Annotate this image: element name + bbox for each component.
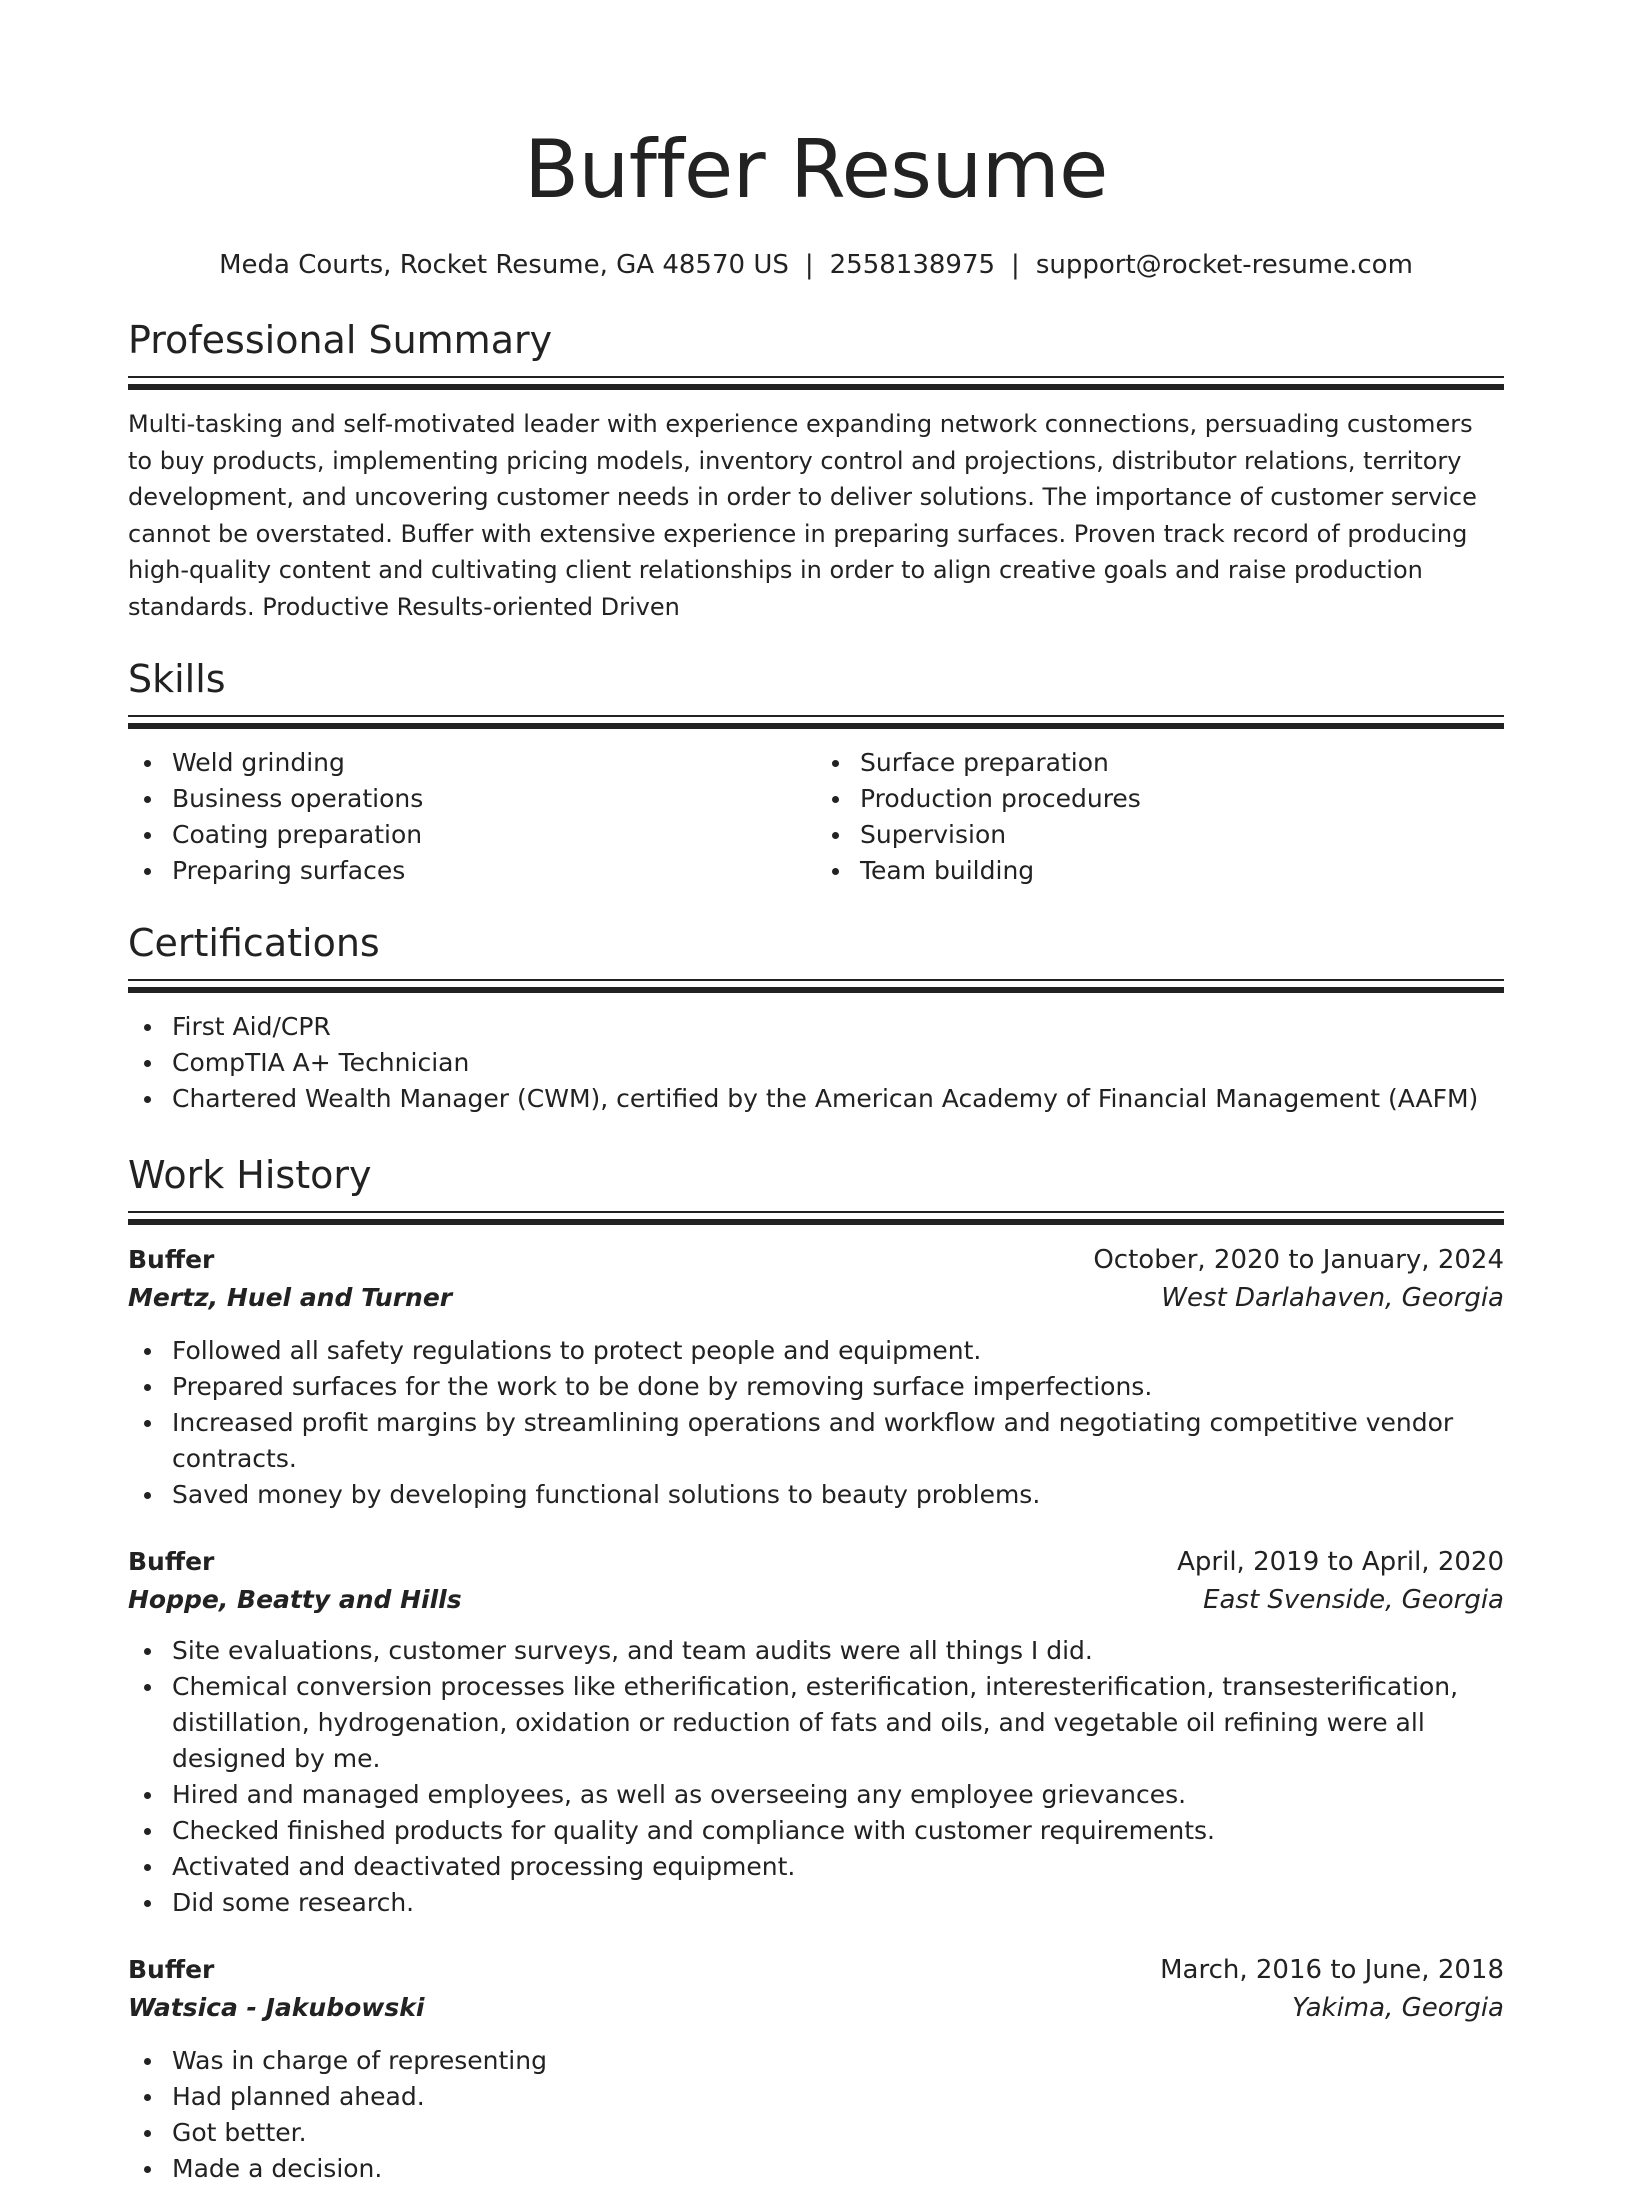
certification-item: CompTIA A+ Technician (172, 1045, 1504, 1081)
job-title: Buffer (128, 1955, 215, 1984)
section-divider (128, 376, 1504, 388)
resume-name: Buffer Resume (524, 123, 1108, 216)
skill-item: Surface preparation (860, 745, 1504, 781)
job-dates: March, 2016 to June, 2018 (1160, 1955, 1504, 1985)
summary-section (128, 316, 1504, 625)
skills-list-left (128, 745, 816, 889)
job-header-row (128, 1241, 1504, 1279)
contact-address: Meda Courts, Rocket Resume, GA 48570 US (219, 250, 789, 280)
job-company: Mertz, Huel and Turner (128, 1283, 453, 1312)
job-title: Buffer (128, 1245, 215, 1274)
job-location: East Svenside, Georgia (1203, 1585, 1504, 1615)
contact-line (128, 248, 1504, 282)
job-bullet: Had planned ahead. (172, 2079, 1504, 2115)
skill-item: Weld grinding (172, 745, 816, 781)
section-title-certifications: Certifications (128, 921, 380, 965)
section-title-skills: Skills (128, 657, 226, 701)
job-bullets (128, 2043, 1504, 2187)
job-bullet: Site evaluations, customer surveys, and team audits were all things I did. (172, 1633, 1504, 1669)
job-bullet: Hired and managed employees, as well as overseeing any employee grievances. (172, 1777, 1504, 1813)
skill-item: Supervision (860, 817, 1504, 853)
contact-phone: 2558138975 (829, 250, 996, 280)
section-title-work-history: Work History (128, 1153, 372, 1197)
skills-columns (128, 745, 1504, 889)
section-divider (128, 1211, 1504, 1223)
job-title: Buffer (128, 1547, 215, 1576)
job-bullet: Increased profit margins by streamlining operations and workflow and negotiating competitive vendor contracts. (172, 1405, 1504, 1477)
job-bullet: Saved money by developing functional solutions to beauty problems. (172, 1477, 1504, 1513)
job-bullet: Followed all safety regulations to protect people and equipment. (172, 1333, 1504, 1369)
summary-text: Multi-tasking and self-motivated leader with experience expanding network connections, persuading customers to buy products, implementing pricing models, inventory control and projections, distributor relations, territory development, and uncovering customer needs in order to deliver solutions. The importance of customer service cannot be overstated. Buffer with extensive experience in preparing surfaces. Proven track record of producing high-quality content and cultivating client relationships in order to align creative goals and raise production standards. Productive Results-oriented Driven (128, 410, 1477, 621)
job-location: Yakima, Georgia (1292, 1993, 1504, 2023)
work-history-section (128, 1151, 1504, 2187)
skill-item: Business operations (172, 781, 816, 817)
section-divider (128, 715, 1504, 727)
contact-email[interactable]: support@rocket-resume.com (1035, 250, 1413, 280)
job-company: Watsica - Jakubowski (128, 1993, 425, 2022)
job-entry (128, 1543, 1504, 1921)
skill-item: Coating preparation (172, 817, 816, 853)
contact-separator: | (804, 250, 814, 280)
skills-section (128, 655, 1504, 889)
certifications-list (128, 1009, 1504, 1117)
job-entry (128, 1951, 1504, 2187)
job-bullet: Chemical conversion processes like etherification, esterification, interesterification, transesterification, distillation, hydrogenation, oxidation or reduction of fats and oils, and vegetable oil refining were all designed by me. (172, 1669, 1504, 1777)
section-divider (128, 979, 1504, 991)
contact-separator: | (1011, 250, 1020, 280)
job-entry (128, 1241, 1504, 1513)
job-bullet: Prepared surfaces for the work to be done by removing surface imperfections. (172, 1369, 1504, 1405)
skill-item: Team building (860, 853, 1504, 889)
job-header-row (128, 1951, 1504, 1989)
certification-item: First Aid/CPR (172, 1009, 1504, 1045)
job-company-row (128, 1581, 1504, 1619)
job-location: West Darlahaven, Georgia (1161, 1283, 1504, 1313)
job-company-row (128, 1279, 1504, 1317)
job-dates: October, 2020 to January, 2024 (1093, 1245, 1504, 1275)
job-bullet: Got better. (172, 2115, 1504, 2151)
skill-item: Preparing surfaces (172, 853, 816, 889)
job-bullets (128, 1633, 1504, 1921)
job-bullet: Made a decision. (172, 2151, 1504, 2187)
job-bullet: Activated and deactivated processing equipment. (172, 1849, 1504, 1885)
skill-item: Production procedures (860, 781, 1504, 817)
section-title-summary: Professional Summary (128, 318, 553, 362)
skills-list-right (816, 745, 1504, 889)
job-header-row (128, 1543, 1504, 1581)
job-bullet: Did some research. (172, 1885, 1504, 1921)
certification-item: Chartered Wealth Manager (CWM), certified by the American Academy of Financial Management (AAFM) (172, 1081, 1504, 1117)
job-bullet: Was in charge of representing (172, 2043, 1504, 2079)
job-bullets (128, 1333, 1504, 1513)
job-company: Hoppe, Beatty and Hills (128, 1585, 462, 1614)
job-dates: April, 2019 to April, 2020 (1177, 1547, 1504, 1577)
job-company-row (128, 1989, 1504, 2027)
certifications-section (128, 919, 1504, 1117)
job-bullet: Checked finished products for quality and compliance with customer requirements. (172, 1813, 1504, 1849)
